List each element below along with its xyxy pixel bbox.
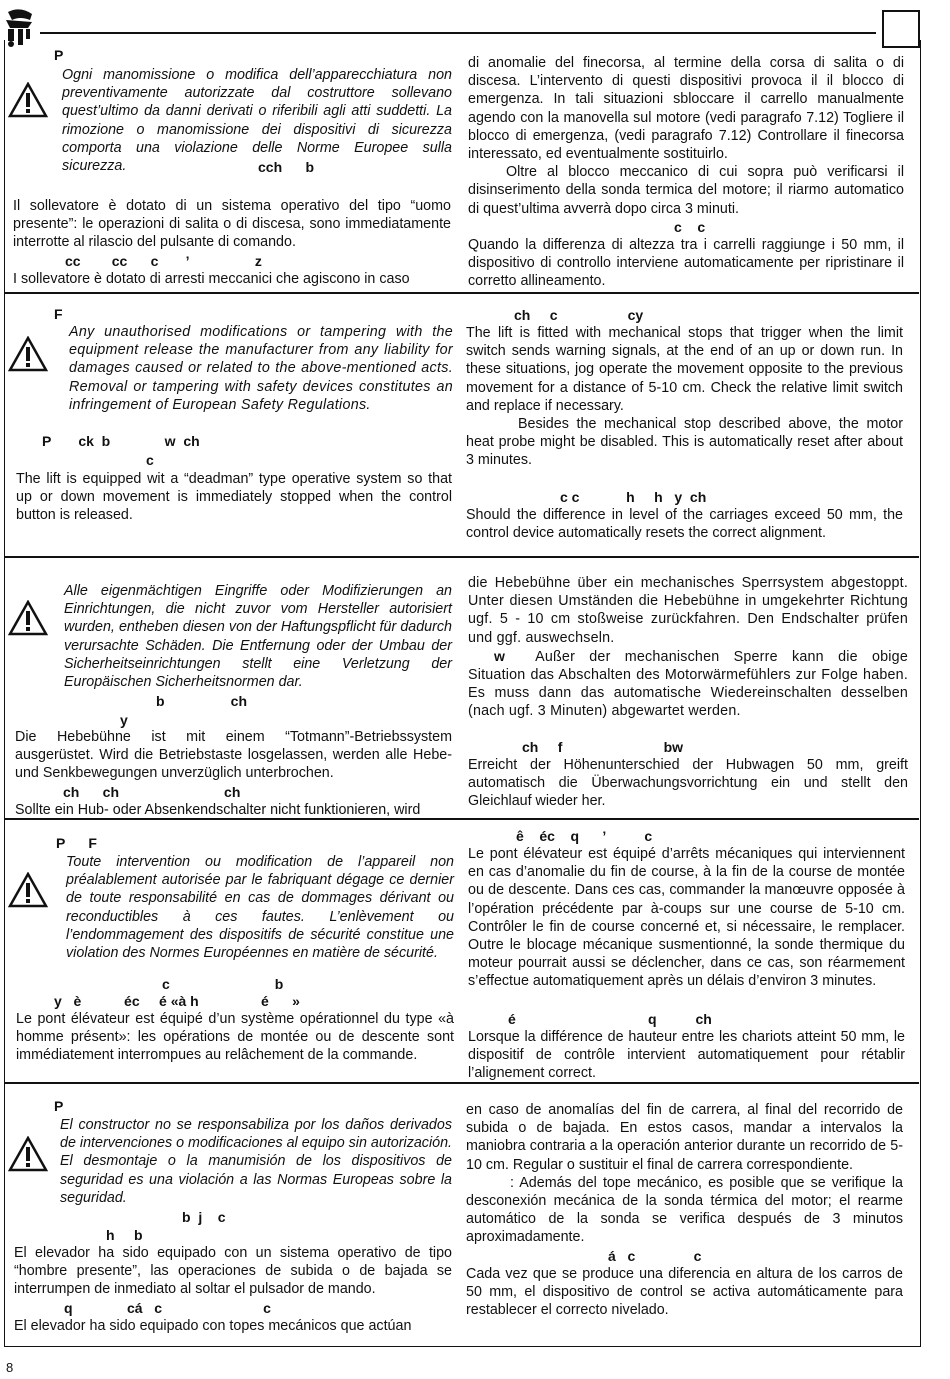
page-number: 8 [6, 1360, 14, 1375]
subheading: ê éc q ’ c [516, 828, 653, 844]
paragraph: Le pont élévateur est équipé d’un système opérationnel du type «à homme présent»: les opérations de montée ou de descente sont immédiatement interrompues au relâchement de la commande. [16, 1011, 454, 1064]
paragraph: di anomalie del finecorsa, al termine della corsa di salita o di discesa. L’intervento di questi dispositivi provoca il il blocco di emergenza. In tali situazioni sbloccare il carrello manualmente agendo con la manovella sul motore (vedi paragrafo 7.12) Togliere il blocco di emergenza, (vedi paragrafo 7.12) Controllare il finecorsa interessato, ed eventualmente sostituirlo. [468, 55, 904, 163]
subheading: c c [674, 218, 706, 235]
warning-text: Ogni manomissione o modifica dell’apparecchiatura non preventivamente autorizzate dal costruttore sollevano quest’ultimo da danni derivati o riferibili agli atti suddetti. La rimozione o manomissione dei dispositivi di sicurezza comporta una violazione delle Norme Europee sulla sicurezza. [62, 67, 452, 175]
warning-text: Alle eigenmächtigen Eingriffe oder Modifizierungen an Einrichtungen, die nicht zuvor vom Hersteller autorisiert wurden, entheben diesen von der Haftungspflicht für dadurch verursachte Schäden. Die Entfernung oder der Umbau der Sicherheitseinrichtungen stellt eine Verletzung der Europäischen Sicherheitsnormen dar. [64, 583, 452, 691]
paragraph: Il sollevatore è dotato di un sistema operativo del tipo “uomo presente”: le operazioni di salita o di discesa, sono immediatamente interrotte al rilascio del pulsante di comando. [13, 198, 451, 251]
paragraph: Quando la differenza di altezza tra i carrelli raggiunge i 50 mm, il dispositivo di controllo interviene automaticamente per ripristinare il corretto allineamento. [468, 236, 904, 290]
subheading: w [494, 647, 506, 664]
paragraph: I sollevatore è dotato di arresti meccanici che agiscono in caso [13, 270, 410, 287]
subheading: cch b [258, 159, 315, 175]
section-flag: F [54, 306, 63, 322]
paragraph: die Hebebühne über ein mechanisches Sperrsystem abgestoppt. Unter diesen Umständen die Hebebühne in umgekehrter Richtung ugf. 5 - 10 cm stoßweise zurückfahren. Den Endschalter prüfen und ggf. auswechseln. [468, 575, 908, 646]
warning-triangle-icon [8, 1136, 48, 1172]
warning-triangle-icon [8, 336, 48, 372]
subheading: ch ch ch [63, 783, 241, 800]
paragraph: The lift is equipped wit a “deadman” type operative system so that up or down movement is immediately stopped when the control button is released. [16, 471, 452, 524]
subheading: b j c [182, 1209, 226, 1225]
warning-text: El constructor no se responsabiliza por los daños derivados de intervenciones o modificaciones al equipo sin autorización. El desmontaje o la manumisión de los dispositivos de seguridad es una violación a las Normas Europeas sobre la seguridad. [60, 1117, 452, 1206]
paragraph: El elevador ha sido equipado con un sistema operativo de tipo “hombre presente”, las operaciones de subida o de bajada se interrumpen de inmediato al soltar el pulsador de mando. [14, 1245, 452, 1298]
paragraph: : Además del tope mecánico, es posible que se verifique la desconexión mecánica de la sonda térmica del motor; el rearme automático de la sonda se verifica después de 3 minutos aproximadamente. [466, 1174, 903, 1246]
subheading: é q ch [508, 1011, 712, 1027]
paragraph: Die Hebebühne ist mit einem “Totmann”-Betriebssystem ausgerüstet. Wird die Betriebstaste losgelassen, werden alle Hebe- und Senkbewegungen unverzüglich unterbrochen. [15, 729, 452, 782]
paragraph: Le pont élévateur est équipé d’arrêts mécaniques qui interviennent en cas d’anomalie du fin de course, à la fin de la course de montée ou de descente. Dans ces cas, commander la manœuvre opposée à l’opération précédente par à-coups sur une course de 5-10 cm. Contrôler le fin de course concerné et, si nécessaire, le remplacer. Outre le blocage mécanique susmentionné, la sonde thermique du moteur pourrait aussi se déclencher, dans ce cas, son réarmement s’effectue automatiquement après un délais d’environ 3 minutes. [468, 846, 905, 990]
subheading: ch c cy [514, 307, 644, 323]
paragraph: Oltre al blocco meccanico di cui sopra può verificarsi il disinserimento della sonda termica del motore; il riarmo automatico di quest’ultima avverrà dopo circa 3 minuti. [468, 164, 904, 217]
warning-triangle-icon [8, 600, 48, 636]
section-flag: P [54, 1098, 64, 1114]
subheading: cc cc c ’ z [65, 252, 262, 269]
subheading: P ck b w ch [42, 433, 200, 449]
subheading: y è éc é «à h é » [54, 993, 300, 1009]
subheading: c b [162, 976, 284, 992]
subheading: c [146, 452, 154, 468]
subheading: q cá c c [64, 1299, 271, 1316]
paragraph: Erreicht der Höhenunterschied der Hubwagen 50 mm, greift automatisch die Überwachungsvorrichtung ein und stellt den Gleichlauf wieder her. [468, 757, 908, 810]
warning-triangle-icon [8, 82, 48, 118]
warning-text: Any unauthorised modifications or tampering with the equipment release the manufacturer from any liability for damages caused or related to the above-mentioned acts. Removal or tampering with safety devices constitutes an infringement of European Safety Regulations. [69, 324, 453, 413]
section-flag: P F [56, 835, 97, 851]
subheading: h b [106, 1227, 143, 1243]
subheading: b ch [156, 693, 248, 709]
subheading: y [120, 712, 128, 728]
paragraph: Lorsque la différence de hauteur entre les chariots atteint 50 mm, le dispositif de contrôle intervient automatiquement pour rétablir l’alignement correct. [468, 1029, 905, 1082]
paragraph: Besides the mechanical stop described above, the motor heat probe might be disabled. This is automatically reset after about 3 minutes. [466, 416, 903, 469]
paragraph: en caso de anomalías del fin de carrera, al final del recorrido de subida o de bajada. En estos casos, mandar a intervalos la maniobra contraria a la operación anterior durante un recorrido de 5-10 cm. Regular o sustituir el final de carrera correspondiente. [466, 1102, 903, 1173]
subheading: c c h h y ch [560, 489, 707, 505]
warning-text: Toute intervention ou modification de l’appareil non préalablement autorisée par le fabriquant dégage ce dernier de toute responsabilité en cas de dommages dérivant ou reconductibles à ces fautes. L’enlèvement ou l’endommagement des dispositifs de sécurité constitue une violation des Normes Européennes en matière de sécurité. [66, 854, 454, 962]
subheading: á c c [608, 1247, 702, 1264]
paragraph: El elevador ha sido equipado con topes mecánicos que actúan [14, 1317, 412, 1334]
paragraph: The lift is fitted with mechanical stops that trigger when the limit switch sends warning signals, at the end of an up or down run. In these situations, jog operate the movement opposite to the previous movement for a distance of 5-10 cm. Check the relative limit switch and replace if necessary. [466, 325, 903, 414]
header-rule [40, 32, 876, 34]
section-divider [5, 556, 919, 558]
section-divider [5, 292, 919, 294]
paragraph: Sollte ein Hub- oder Absenkendschalter nicht funktionieren, wird [15, 801, 421, 818]
paragraph: Außer der mechanischen Sperre kann die obige Situation das Abschalten des Motorwärmefühlers zur Folge haben. Es muss dann das automatische Wiedereinschalten desselben (nach ugf. 3 Minuten) abgewartet werden. [468, 648, 908, 720]
section-flag: P [54, 47, 64, 63]
paragraph: Should the difference in level of the carriages exceed 50 mm, the control device automatically resets the correct alignment. [466, 507, 903, 542]
paragraph: Cada vez que se produce una diferencia en altura de los carros de 50 mm, el dispositivo de control se activa automáticamente para restablecer el correcto nivelado. [466, 1265, 903, 1319]
subheading: ch f bw [522, 739, 684, 755]
warning-triangle-icon [8, 872, 48, 908]
